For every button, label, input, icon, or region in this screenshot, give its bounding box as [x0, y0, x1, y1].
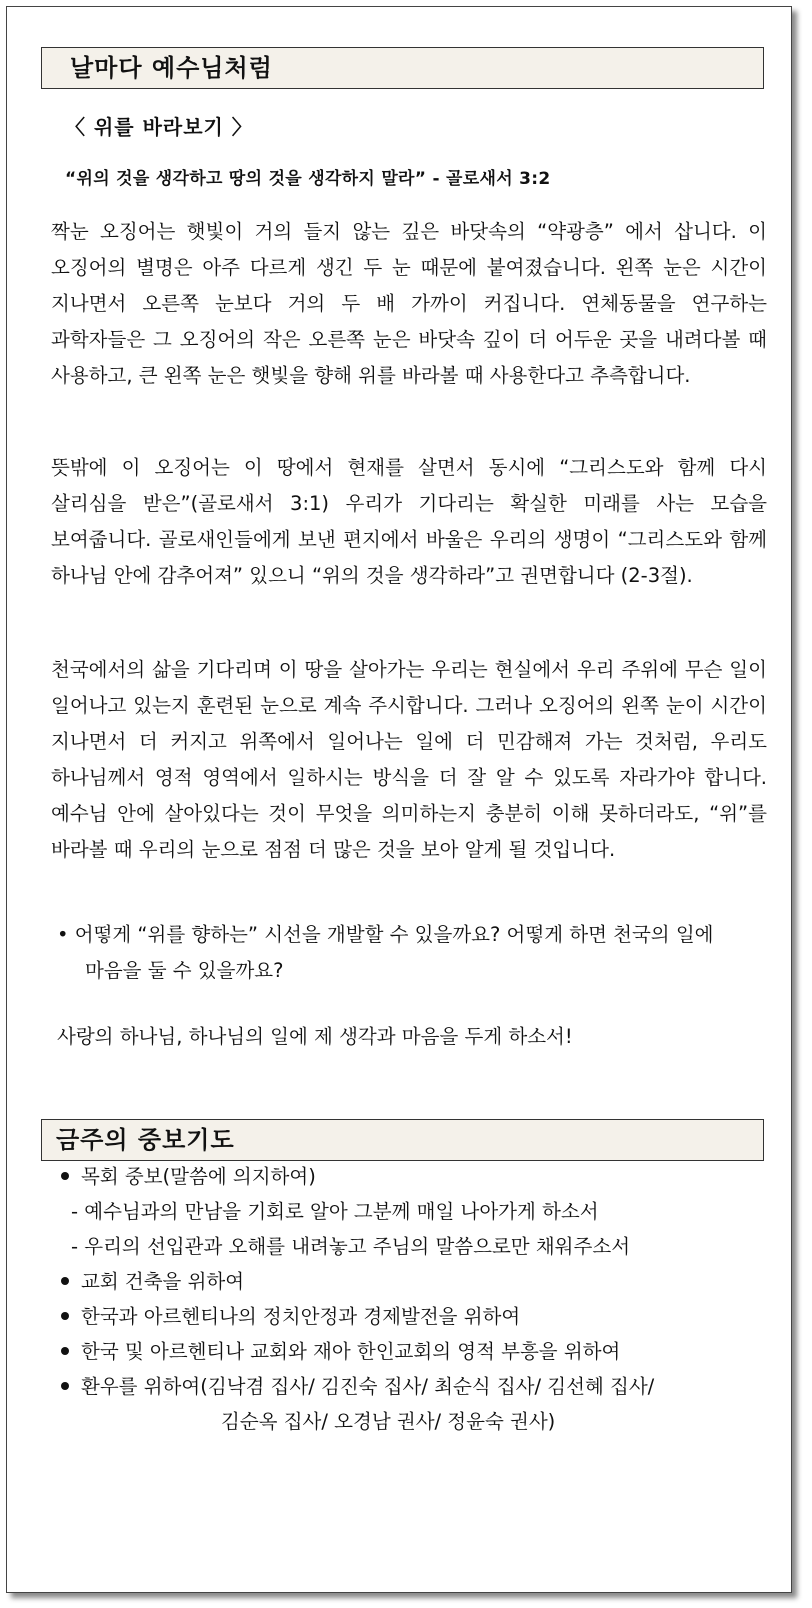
- closing-prayer: 사랑의 하나님, 하나님의 일에 제 생각과 마음을 두게 하소서!: [57, 1025, 573, 1048]
- devotion-paragraph: 뜻밖에 이 오징어는 이 땅에서 현재를 살면서 동시에 “그리스도와 함께 다시 살리심을 받은”(골로새서 3:1) 우리가 기다리는 확실한 미래를 사는 모습을 보여줍니다. 골로새인들에게 보낸 편지에서 바울은 우리의 생명이 “그리스도와 함께 하나님 안에 감추어져” 있으니 “위의 것을 생각하라”고 권면합니다 (2-3절).: [51, 456, 767, 587]
- reflection-question: • 어떻게 “위를 향하는” 시선을 개발할 수 있을까요? 어떻게 하면 천국의 일에 마음을 둘 수 있을까요?: [57, 923, 714, 982]
- prayer-item: 환우를 위하여(김낙겸 집사/ 김진숙 집사/ 최순식 집사/ 김선혜 집사/: [57, 1369, 777, 1404]
- bullet-icon: [61, 1172, 69, 1180]
- prayer-item: 한국 및 아르헨티나 교회와 재아 한인교회의 영적 부흥을 위하여: [57, 1334, 777, 1369]
- devotion-section-title: 날마다 예수님처럼: [41, 47, 764, 89]
- scripture-verse: “위의 것을 생각하고 땅의 것을 생각하지 말라” - 골로새서 3:2: [65, 169, 551, 189]
- prayer-subitem: - 예수님과의 만남을 기회로 알아 그분께 매일 나아가게 하소서: [71, 1200, 599, 1223]
- prayer-item: 한국과 아르헨티나의 정치안정과 경제발전을 위하여: [57, 1299, 777, 1334]
- devotion-paragraph: 천국에서의 삶을 기다리며 이 땅을 살아가는 우리는 현실에서 우리 주위에 무슨 일이 일어나고 있는지 훈련된 눈으로 계속 주시합니다. 그러나 오징어의 왼쪽 눈이 시간이 지나면서 더 커지고 위쪽에서 일어나는 일에 더 민감해져 가는 것처럼, 우리도 하나님께서 영적 영역에서 일하시는 방식을 더 잘 알 수 있도록 자라가야 합니다. 예수님 안에 살아있다는 것이 무엇을 의미하는지 충분히 이해 못하더라도, “위”를 바라볼 때 우리의 눈으로 점점 더 많은 것을 보아 알게 될 것입니다.: [51, 658, 767, 861]
- intercession-section-title: 금주의 중보기도: [41, 1119, 764, 1161]
- devotion-paragraph: 짝눈 오징어는 햇빛이 거의 들지 않는 깊은 바닷속의 “약광층” 에서 삽니다. 이 오징어의 별명은 아주 다르게 생긴 두 눈 때문에 붙여졌습니다. 왼쪽 눈은 시간이 지나면서 오른쪽 눈보다 거의 두 배 가까이 커집니다. 연체동물을 연구하는 과학자들은 그 오징어의 작은 오른쪽 눈은 바닷속 깊이 더 어두운 곳을 내려다볼 때 사용하고, 큰 왼쪽 눈은 햇빛을 향해 위를 바라볼 때 사용한다고 추측합니다.: [51, 220, 767, 387]
- bulletin-page: [6, 6, 792, 1593]
- prayer-item: 목회 중보(말씀에 의지하여): [57, 1159, 777, 1194]
- bullet-icon: [61, 1312, 69, 1320]
- bullet-icon: [61, 1382, 69, 1390]
- prayer-item: 교회 건축을 위하여: [57, 1264, 777, 1299]
- bullet-icon: [61, 1347, 69, 1355]
- prayer-subitem: - 우리의 선입관과 오해를 내려놓고 주님의 말씀으로만 채워주소서: [71, 1235, 631, 1258]
- intercession-list: [57, 1159, 777, 1439]
- bullet-icon: [61, 1277, 69, 1285]
- devotion-subtitle: 〈 위를 바라보기 〉: [65, 115, 253, 139]
- prayer-item-continuation: 김순옥 집사/ 오경남 권사/ 정윤숙 권사): [221, 1410, 556, 1433]
